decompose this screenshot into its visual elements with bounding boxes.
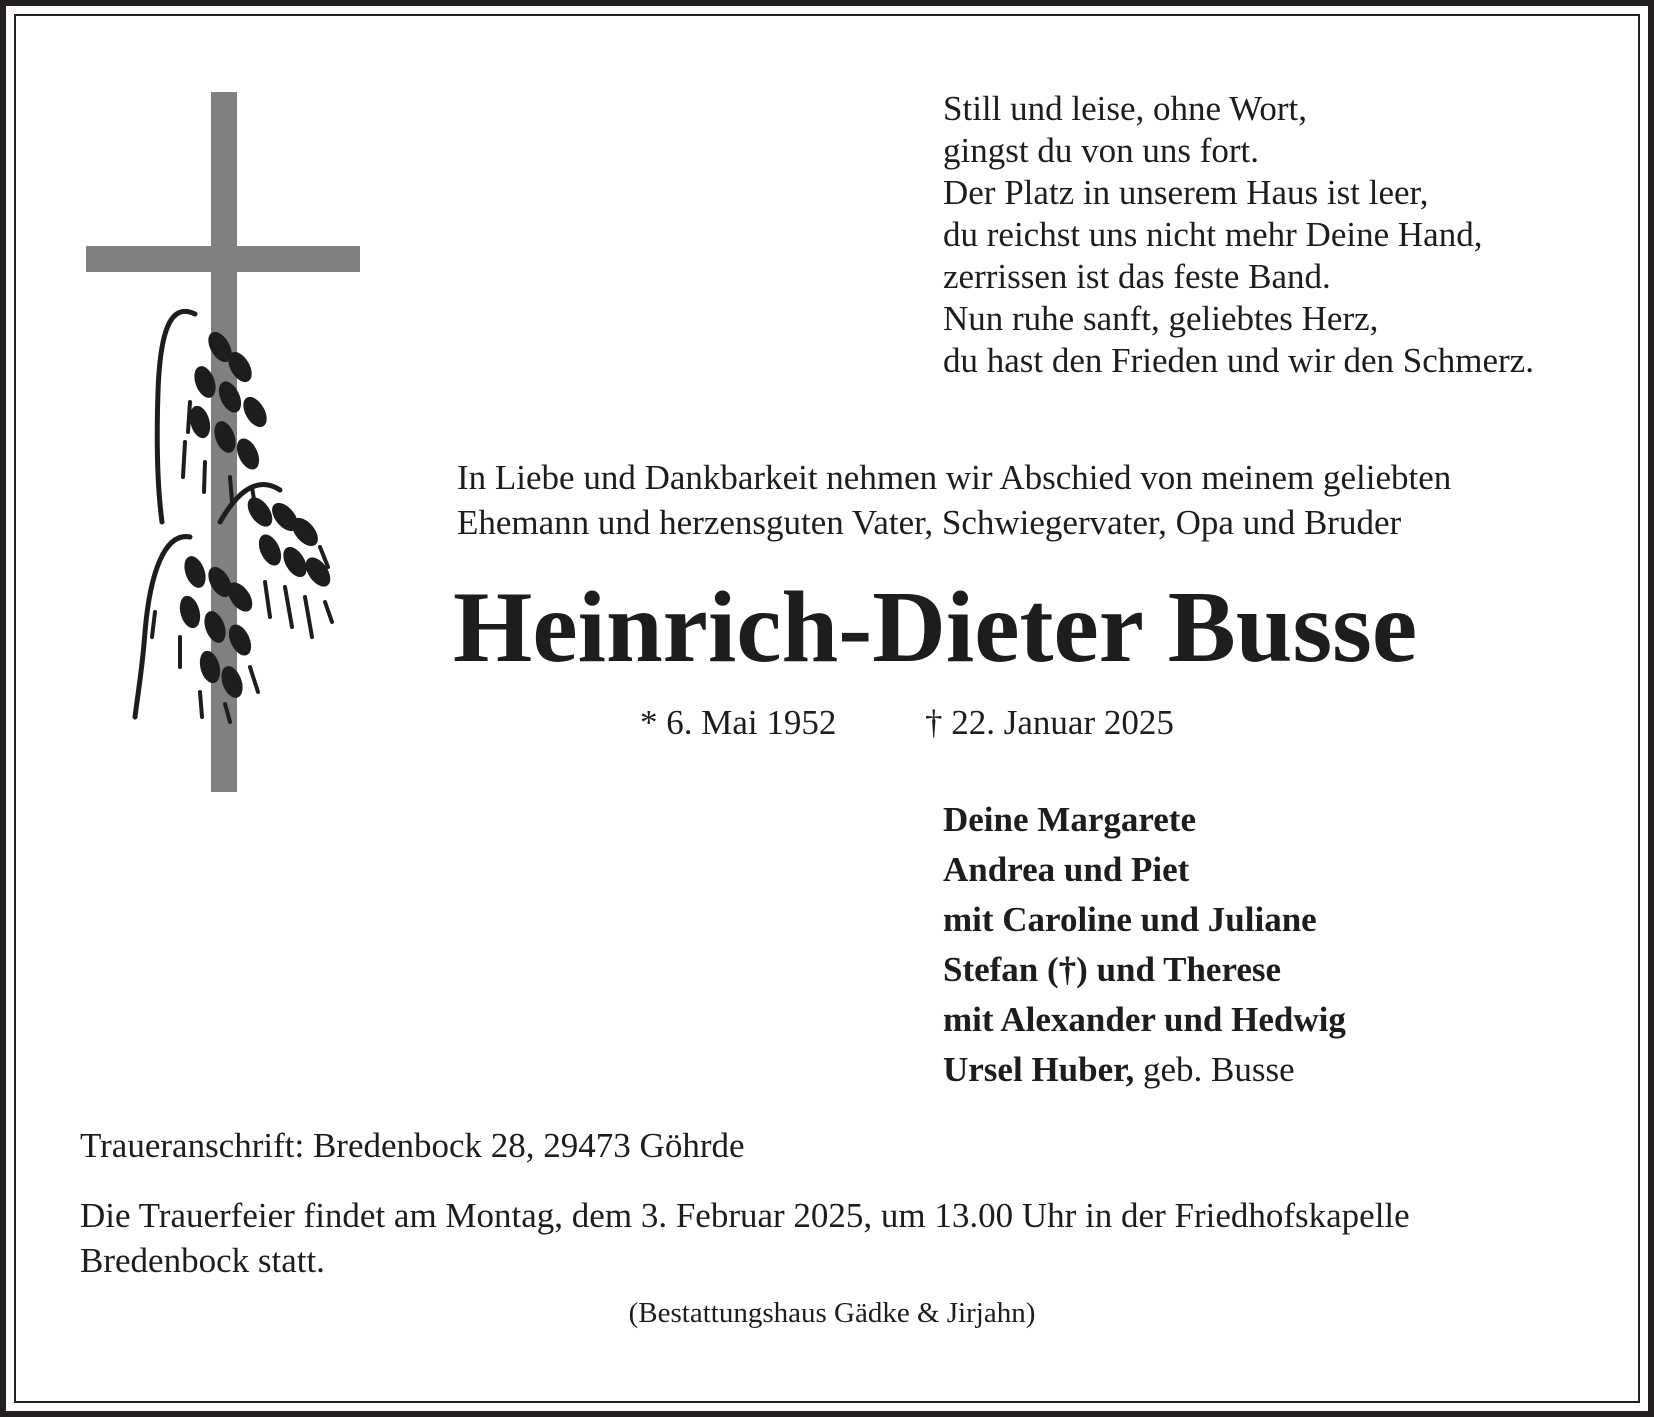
cross-with-wheat-emblem	[80, 92, 360, 797]
poem-line: du hast den Frieden und wir den Schmerz.	[943, 341, 1534, 380]
mourner-line: mit Caroline und Juliane	[943, 900, 1317, 939]
intro-text	[457, 455, 1451, 545]
mourner-line: Andrea und Piet	[943, 850, 1190, 889]
poem-line: gingst du von uns fort.	[943, 131, 1259, 170]
mourner-line: mit Alexander und Hedwig	[943, 1000, 1346, 1039]
death-date: † 22. Januar 2025	[925, 703, 1174, 742]
mourners-list	[943, 795, 1346, 1095]
poem-line: Der Platz in unserem Haus ist leer,	[943, 173, 1429, 212]
funeral-announcement	[80, 1193, 1410, 1283]
poem-line: du reichst uns nicht mehr Deine Hand,	[943, 215, 1483, 254]
ceremony-line: Bredenbock statt.	[80, 1241, 325, 1280]
poem-line: zerrissen ist das feste Band.	[943, 257, 1331, 296]
mourner-line-last	[943, 1045, 1346, 1095]
mourning-address: Traueranschrift: Bredenbock 28, 29473 Göhrde	[80, 1126, 745, 1165]
birth-date: * 6. Mai 1952	[640, 703, 837, 742]
undertaker-note	[0, 1295, 1654, 1331]
mourner-maiden-name: geb. Busse	[1142, 1050, 1295, 1089]
mourner-name-bold: Ursel Huber,	[943, 1050, 1135, 1089]
poem	[943, 88, 1534, 382]
intro-line: In Liebe und Dankbarkeit nehmen wir Abschied von meinem geliebten	[457, 458, 1452, 497]
poem-line: Nun ruhe sanft, geliebtes Herz,	[943, 299, 1379, 338]
intro-line: Ehemann und herzensguten Vater, Schwiegervater, Opa und Bruder	[457, 503, 1402, 542]
poem-line: Still und leise, ohne Wort,	[943, 89, 1308, 128]
mourner-line: Stefan (†) und Therese	[943, 950, 1282, 989]
mourner-line: Deine Margarete	[943, 800, 1196, 839]
undertaker-text: (Bestattungshaus Gädke & Jirjahn)	[628, 1297, 1036, 1329]
deceased-name: Heinrich-Dieter Busse	[453, 571, 1418, 684]
ceremony-line: Die Trauerfeier findet am Montag, dem 3. Februar 2025, um 13.00 Uhr in der Friedhofskapelle	[80, 1196, 1410, 1235]
